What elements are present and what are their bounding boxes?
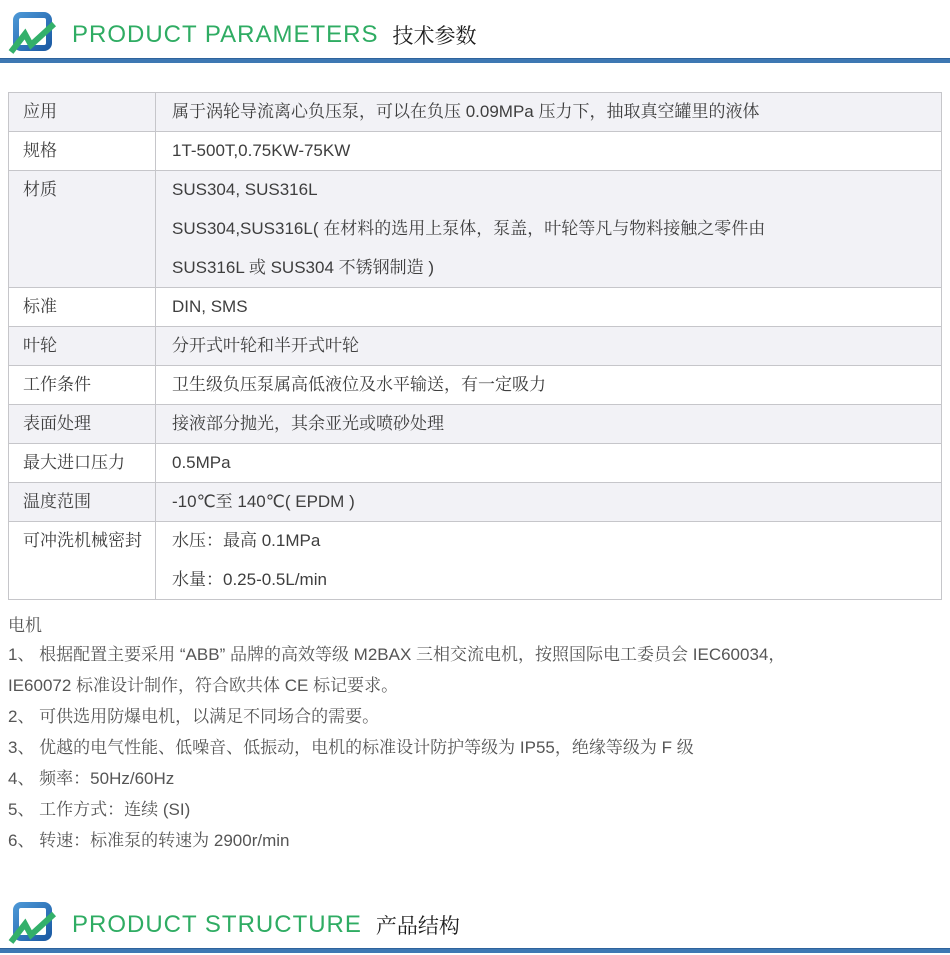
param-value-line: 1T-500T,0.75KW-75KW <box>172 141 351 160</box>
structure-section <box>0 890 950 955</box>
param-value-line: 卫生级负压泵属高低液位及水平输送，有一定吸力 <box>172 375 546 394</box>
motor-list-item-line: 3、 优越的电气性能、低噪音、低振动，电机的标准设计防护等级为 IP55，绝缘等级为 F 级 <box>8 738 694 757</box>
param-value <box>156 132 942 171</box>
param-value-line: 接液部分抛光，其余亚光或喷砂处理 <box>172 414 444 433</box>
table-row <box>9 132 942 171</box>
section-title-en: PRODUCT STRUCTURE <box>72 910 362 938</box>
param-value <box>156 483 942 522</box>
motor-list-item-line: 1、 根据配置主要采用 “ABB” 品牌的高效等级 M2BAX 三相交流电机，按照国际电工委员会 IEC60034， <box>8 645 786 664</box>
param-value-line: SUS304,SUS316L( 在材料的选用上泵体，泵盖，叶轮等凡与物料接触之零件由 <box>172 219 766 238</box>
motor-list-item-line: 4、 频率：50Hz/60Hz <box>8 769 175 788</box>
param-value <box>156 93 942 132</box>
table-row <box>9 327 942 366</box>
motor-list-item-line: 5、 工作方式：连续 (SI) <box>8 800 191 819</box>
section-header-structure <box>0 890 950 948</box>
param-label: 可冲洗机械密封 <box>9 522 156 600</box>
motor-list-item-line: 2、 可供选用防爆电机，以满足不同场合的需要。 <box>8 707 380 726</box>
param-label: 表面处理 <box>9 405 156 444</box>
brand-logo-icon <box>8 11 58 59</box>
parameters-table <box>8 92 942 600</box>
param-value-line: 属于涡轮导流离心负压泵，可以在负压 0.09MPa 压力下，抽取真空罐里的液体 <box>172 102 760 121</box>
param-value <box>156 327 942 366</box>
param-label: 叶轮 <box>9 327 156 366</box>
motor-section <box>8 613 942 856</box>
table-row <box>9 171 942 288</box>
param-label: 工作条件 <box>9 366 156 405</box>
param-value-line: 水压：最高 0.1MPa <box>172 531 321 550</box>
param-value-line: -10℃至 140℃( EPDM ) <box>172 492 355 511</box>
param-value <box>156 444 942 483</box>
param-value-line: SUS316L 或 SUS304 不锈钢制造 ) <box>172 258 435 277</box>
param-value <box>156 171 942 288</box>
param-label: 材质 <box>9 171 156 288</box>
table-row <box>9 444 942 483</box>
param-value-line: 分开式叶轮和半开式叶轮 <box>172 336 359 355</box>
motor-section-title: 电机 <box>8 616 42 635</box>
param-label: 规格 <box>9 132 156 171</box>
table-row <box>9 522 942 600</box>
motor-list-item-line: IE60072 标准设计制作，符合欧共体 CE 标记要求。 <box>8 676 399 695</box>
section-title-zh: 技术参数 <box>392 24 477 48</box>
motor-list-item-line: 6、 转速：标准泵的转速为 2900r/min <box>8 831 290 850</box>
table-row <box>9 483 942 522</box>
param-value-line: SUS304, SUS316L <box>172 180 318 199</box>
accent-divider-bottom <box>0 948 950 953</box>
section-title-zh: 产品结构 <box>375 914 460 938</box>
param-value <box>156 366 942 405</box>
param-value-line: 0.5MPa <box>172 453 231 472</box>
param-value <box>156 522 942 600</box>
param-label: 标准 <box>9 288 156 327</box>
param-value-line: DIN, SMS <box>172 297 248 316</box>
brand-logo-icon <box>8 901 58 949</box>
table-row <box>9 405 942 444</box>
param-label: 最大进口压力 <box>9 444 156 483</box>
accent-divider-top <box>0 58 950 63</box>
param-label: 温度范围 <box>9 483 156 522</box>
table-row <box>9 93 942 132</box>
section-header-parameters <box>0 0 950 58</box>
table-row <box>9 366 942 405</box>
flex-spacer <box>0 856 950 890</box>
param-value <box>156 288 942 327</box>
param-label: 应用 <box>9 93 156 132</box>
table-row <box>9 288 942 327</box>
param-value <box>156 405 942 444</box>
param-value-line: 水量：0.25-0.5L/min <box>172 570 327 589</box>
section-title-en: PRODUCT PARAMETERS <box>72 20 379 48</box>
